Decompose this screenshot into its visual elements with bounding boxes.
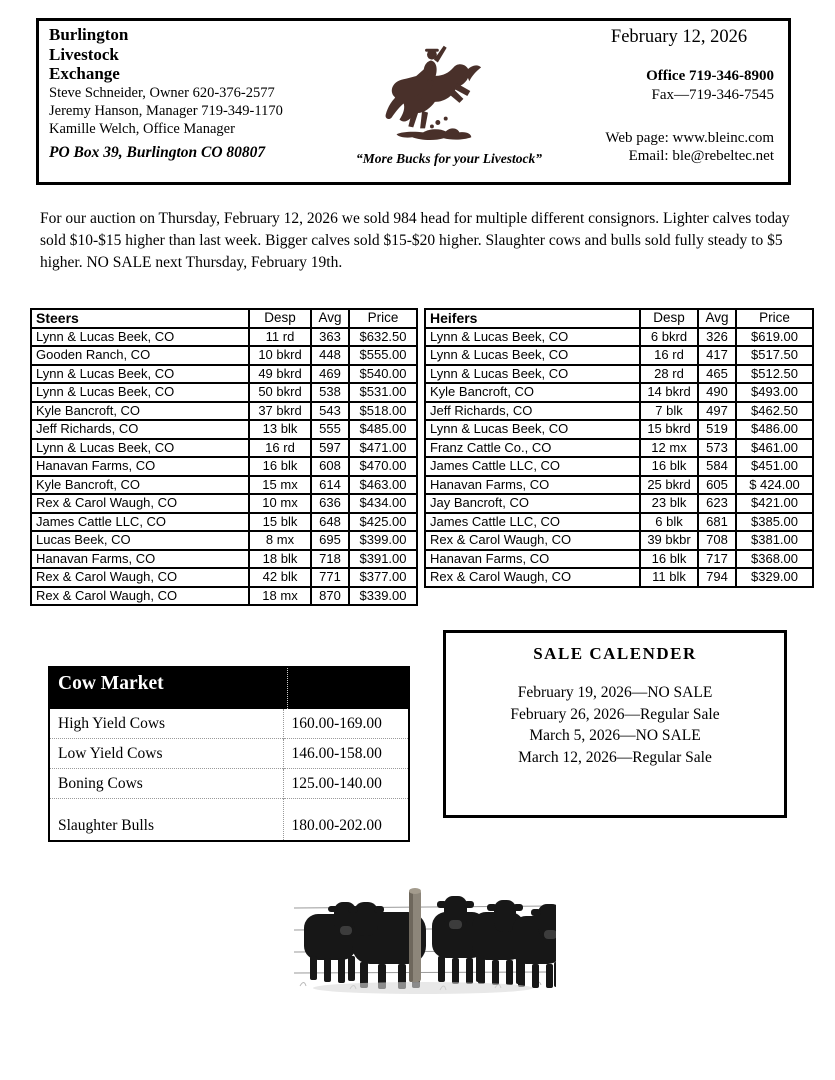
cell-consignor: Franz Cattle Co., CO — [425, 439, 640, 458]
cell-price: $329.00 — [736, 568, 813, 587]
cell-range: 180.00-202.00 — [283, 799, 408, 841]
cell-desp: 39 bkbr — [640, 531, 698, 550]
cell-desp: 37 bkrd — [249, 402, 311, 421]
cell-avg: 695 — [311, 531, 349, 550]
cell-consignor: Lynn & Lucas Beek, CO — [425, 365, 640, 384]
cell-avg: 543 — [311, 402, 349, 421]
cell-avg: 363 — [311, 328, 349, 347]
cell-price: $461.00 — [736, 439, 813, 458]
fence-post — [409, 888, 421, 982]
table-row — [50, 799, 408, 841]
table-row — [31, 494, 417, 513]
cell-label: High Yield Cows — [58, 715, 166, 732]
owner-contact: Steve Schneider, Owner 620-376-2577 — [49, 85, 275, 101]
fax-number: Fax—719-346-7545 — [651, 87, 774, 103]
cell-consignor: Hanavan Farms, CO — [31, 457, 249, 476]
table-row — [31, 531, 417, 550]
cell-price: $ 424.00 — [736, 476, 813, 495]
table-row — [425, 568, 813, 587]
cow-market-title-text: Cow Market — [58, 673, 164, 694]
cell-label: Low Yield Cows — [50, 739, 283, 769]
table-row — [425, 457, 813, 476]
cell-price: $632.50 — [349, 328, 417, 347]
cell-desp: 16 rd — [640, 346, 698, 365]
table-row — [50, 769, 408, 799]
cell-consignor: Rex & Carol Waugh, CO — [31, 494, 249, 513]
cell-consignor: Kyle Bancroft, CO — [31, 476, 249, 495]
cell-price: $512.50 — [736, 365, 813, 384]
cell-avg: 538 — [311, 383, 349, 402]
cell-desp: 11 rd — [249, 328, 311, 347]
cell-avg: 448 — [311, 346, 349, 365]
table-row — [425, 402, 813, 421]
cell-desp: 16 blk — [640, 550, 698, 569]
cell-desp: 6 bkrd — [640, 328, 698, 347]
staff-contacts — [49, 84, 283, 138]
cell-price: $485.00 — [349, 420, 417, 439]
steers-rows — [31, 328, 417, 606]
cell-desp: 49 bkrd — [249, 365, 311, 384]
cow-market-header-divider — [287, 668, 288, 709]
cell-avg: 681 — [698, 513, 736, 532]
heifers-table-title: Heifers — [425, 309, 640, 328]
cell-price: $471.00 — [349, 439, 417, 458]
table-row — [425, 550, 813, 569]
table-row — [425, 513, 813, 532]
cell-price: $493.00 — [736, 383, 813, 402]
column-header-desp: Desp — [640, 309, 698, 328]
cell-desp: 11 blk — [640, 568, 698, 587]
table-row — [31, 550, 417, 569]
cell-desp: 16 blk — [640, 457, 698, 476]
cell-desp: 25 bkrd — [640, 476, 698, 495]
cell-label: Slaughter Bulls — [50, 799, 283, 841]
cell-consignor: Lynn & Lucas Beek, CO — [425, 328, 640, 347]
cattle-photo — [290, 872, 556, 1004]
table-row — [31, 346, 417, 365]
cell-avg: 718 — [311, 550, 349, 569]
cell-desp: 15 mx — [249, 476, 311, 495]
cell-avg: 597 — [311, 439, 349, 458]
table-row — [425, 439, 813, 458]
cell-consignor: Jeff Richards, CO — [425, 402, 640, 421]
cell-consignor: Hanavan Farms, CO — [31, 550, 249, 569]
cell-consignor: Kyle Bancroft, CO — [31, 402, 249, 421]
table-row — [31, 420, 417, 439]
web-block — [605, 129, 774, 165]
office-manager-contact: Kamille Welch, Office Manager — [49, 121, 235, 137]
cell-desp: 14 bkrd — [640, 383, 698, 402]
cell-price: $463.00 — [349, 476, 417, 495]
cell-avg: 771 — [311, 568, 349, 587]
cell-desp: 16 blk — [249, 457, 311, 476]
cell-price: $421.00 — [736, 494, 813, 513]
cell-consignor: Lynn & Lucas Beek, CO — [31, 365, 249, 384]
table-row — [50, 709, 408, 739]
email: Email: ble@rebeltec.net — [628, 148, 774, 164]
cell-consignor: Lynn & Lucas Beek, CO — [425, 346, 640, 365]
cell-consignor: Rex & Carol Waugh, CO — [31, 587, 249, 606]
cell-price: $619.00 — [736, 328, 813, 347]
table-row — [31, 383, 417, 402]
cell-range: 125.00-140.00 — [283, 769, 408, 799]
calendar-entry: February 19, 2026—NO SALE — [517, 684, 713, 701]
heifers-rows — [425, 328, 813, 587]
cell-desp: 8 mx — [249, 531, 311, 550]
table-row — [31, 402, 417, 421]
cell-consignor: Jeff Richards, CO — [31, 420, 249, 439]
cell-consignor: Lucas Beek, CO — [31, 531, 249, 550]
cell-desp: 50 bkrd — [249, 383, 311, 402]
column-header-avg: Avg — [311, 309, 349, 328]
column-header-avg: Avg — [698, 309, 736, 328]
cell-consignor: Lynn & Lucas Beek, CO — [31, 383, 249, 402]
table-row — [425, 346, 813, 365]
cell-avg: 584 — [698, 457, 736, 476]
cell-avg: 465 — [698, 365, 736, 384]
cell-consignor: Jay Bancroft, CO — [425, 494, 640, 513]
cell-avg: 636 — [311, 494, 349, 513]
heifers-header-row — [425, 309, 813, 328]
cell-avg: 519 — [698, 420, 736, 439]
steers-header-row — [31, 309, 417, 328]
cow-market-title — [50, 668, 408, 709]
cell-price: $470.00 — [349, 457, 417, 476]
calendar-entry: March 5, 2026—NO SALE — [529, 727, 701, 744]
auction-summary: For our auction on Thursday, February 12, 2026 we sold 984 head for multiple different consignors. Lighter calves today sold $10-$15 higher than last week. Bigger calves sold $15-$20 higher. Slaughter cows and bulls sold fully steady to $5 higher. NO SALE next Thursday, February 19th. — [40, 210, 790, 271]
table-row — [31, 439, 417, 458]
office-phone: Office 719-346-8900 — [646, 68, 774, 84]
table-row — [425, 365, 813, 384]
cell-desp: 15 blk — [249, 513, 311, 532]
cell-desp: 16 rd — [249, 439, 311, 458]
cell-price: $451.00 — [736, 457, 813, 476]
cell-range: 160.00-169.00 — [283, 709, 408, 739]
cell-price: $434.00 — [349, 494, 417, 513]
table-row — [31, 587, 417, 606]
calendar-entry: February 26, 2026—Regular Sale — [510, 705, 720, 723]
cell-consignor: Kyle Bancroft, CO — [425, 383, 640, 402]
report-date: February 12, 2026 — [610, 27, 748, 47]
table-row — [31, 457, 417, 476]
steers-table-title: Steers — [31, 309, 249, 328]
cell-avg: 555 — [311, 420, 349, 439]
cell-price: $517.50 — [736, 346, 813, 365]
cell-avg: 490 — [698, 383, 736, 402]
cell-consignor: Rex & Carol Waugh, CO — [425, 531, 640, 550]
cell-consignor: Rex & Carol Waugh, CO — [31, 568, 249, 587]
bucking-bronco-logo-icon — [369, 37, 487, 149]
table-row — [425, 420, 813, 439]
cell-consignor: Hanavan Farms, CO — [425, 550, 640, 569]
cell-price: $385.00 — [736, 513, 813, 532]
cell-price: $399.00 — [349, 531, 417, 550]
cell-desp: 28 rd — [640, 365, 698, 384]
cell-price: $531.00 — [349, 383, 417, 402]
company-name-line: Exchange — [49, 64, 120, 83]
cell-avg: 605 — [698, 476, 736, 495]
table-row — [425, 328, 813, 347]
manager-contact: Jeremy Hanson, Manager 719-349-1170 — [49, 103, 283, 119]
table-row — [425, 494, 813, 513]
cell-avg: 614 — [311, 476, 349, 495]
company-name — [49, 25, 128, 84]
cell-range: 146.00-158.00 — [283, 739, 408, 769]
sale-calendar-title: SALE CALENDER — [533, 644, 697, 663]
cell-avg: 497 — [698, 402, 736, 421]
cell-avg: 608 — [311, 457, 349, 476]
cell-avg: 708 — [698, 531, 736, 550]
cow-market-table — [48, 666, 410, 842]
cell-price: $339.00 — [349, 587, 417, 606]
steers-table — [30, 308, 418, 606]
cell-avg: 469 — [311, 365, 349, 384]
heifers-table — [424, 308, 814, 588]
cell-price: $391.00 — [349, 550, 417, 569]
table-row — [425, 476, 813, 495]
cell-price: $540.00 — [349, 365, 417, 384]
cell-avg: 870 — [311, 587, 349, 606]
cell-consignor: Hanavan Farms, CO — [425, 476, 640, 495]
company-name-line: Burlington — [49, 25, 129, 44]
cell-desp: 42 blk — [249, 568, 311, 587]
cell-label: Boning Cows — [50, 769, 283, 799]
cell-desp: 18 mx — [249, 587, 311, 606]
cell-desp: 10 mx — [249, 494, 311, 513]
cell-desp: 18 blk — [249, 550, 311, 569]
table-row — [31, 568, 417, 587]
cell-desp: 23 blk — [640, 494, 698, 513]
table-row — [31, 476, 417, 495]
cell-avg: 648 — [311, 513, 349, 532]
cell-consignor: James Cattle LLC, CO — [425, 513, 640, 532]
cell-desp: 7 blk — [640, 402, 698, 421]
column-header-desp: Desp — [249, 309, 311, 328]
column-header-price: Price — [736, 309, 813, 328]
cell-avg: 326 — [698, 328, 736, 347]
cell-price: $486.00 — [736, 420, 813, 439]
table-row — [425, 531, 813, 550]
letterhead — [36, 18, 791, 185]
column-header-price: Price — [349, 309, 417, 328]
cell-price: $368.00 — [736, 550, 813, 569]
cell-price: $462.50 — [736, 402, 813, 421]
cell-avg: 417 — [698, 346, 736, 365]
table-row — [50, 739, 408, 769]
cell-consignor: James Cattle LLC, CO — [31, 513, 249, 532]
slogan: “More Bucks for your Livestock” — [356, 151, 542, 166]
table-row — [31, 513, 417, 532]
table-row — [31, 365, 417, 384]
cell-consignor: Lynn & Lucas Beek, CO — [425, 420, 640, 439]
cell-avg: 623 — [698, 494, 736, 513]
cell-avg: 573 — [698, 439, 736, 458]
cell-consignor: Lynn & Lucas Beek, CO — [31, 439, 249, 458]
cell-price: $425.00 — [349, 513, 417, 532]
cell-desp: 15 bkrd — [640, 420, 698, 439]
calendar-entry: March 12, 2026—Regular Sale — [518, 748, 712, 766]
cell-consignor: Rex & Carol Waugh, CO — [425, 568, 640, 587]
company-name-line: Livestock — [49, 44, 119, 64]
cell-desp: 10 bkrd — [249, 346, 311, 365]
sale-calendar — [443, 630, 787, 818]
table-row — [425, 383, 813, 402]
cell-desp: 13 blk — [249, 420, 311, 439]
web-page: Web page: www.bleinc.com — [605, 130, 774, 146]
cell-price: $555.00 — [349, 346, 417, 365]
cell-desp: 12 mx — [640, 439, 698, 458]
cell-price: $518.00 — [349, 402, 417, 421]
cell-price: $377.00 — [349, 568, 417, 587]
phone-block — [646, 67, 774, 105]
cell-avg: 717 — [698, 550, 736, 569]
sale-calendar-entries — [446, 682, 784, 768]
table-row — [31, 328, 417, 347]
cell-consignor: Gooden Ranch, CO — [31, 346, 249, 365]
mailing-address: PO Box 39, Burlington CO 80807 — [49, 144, 266, 161]
cell-consignor: Lynn & Lucas Beek, CO — [31, 328, 249, 347]
cell-desp: 6 blk — [640, 513, 698, 532]
cell-consignor: James Cattle LLC, CO — [425, 457, 640, 476]
cell-avg: 794 — [698, 568, 736, 587]
cell-price: $381.00 — [736, 531, 813, 550]
cow-market-rows — [50, 709, 408, 840]
